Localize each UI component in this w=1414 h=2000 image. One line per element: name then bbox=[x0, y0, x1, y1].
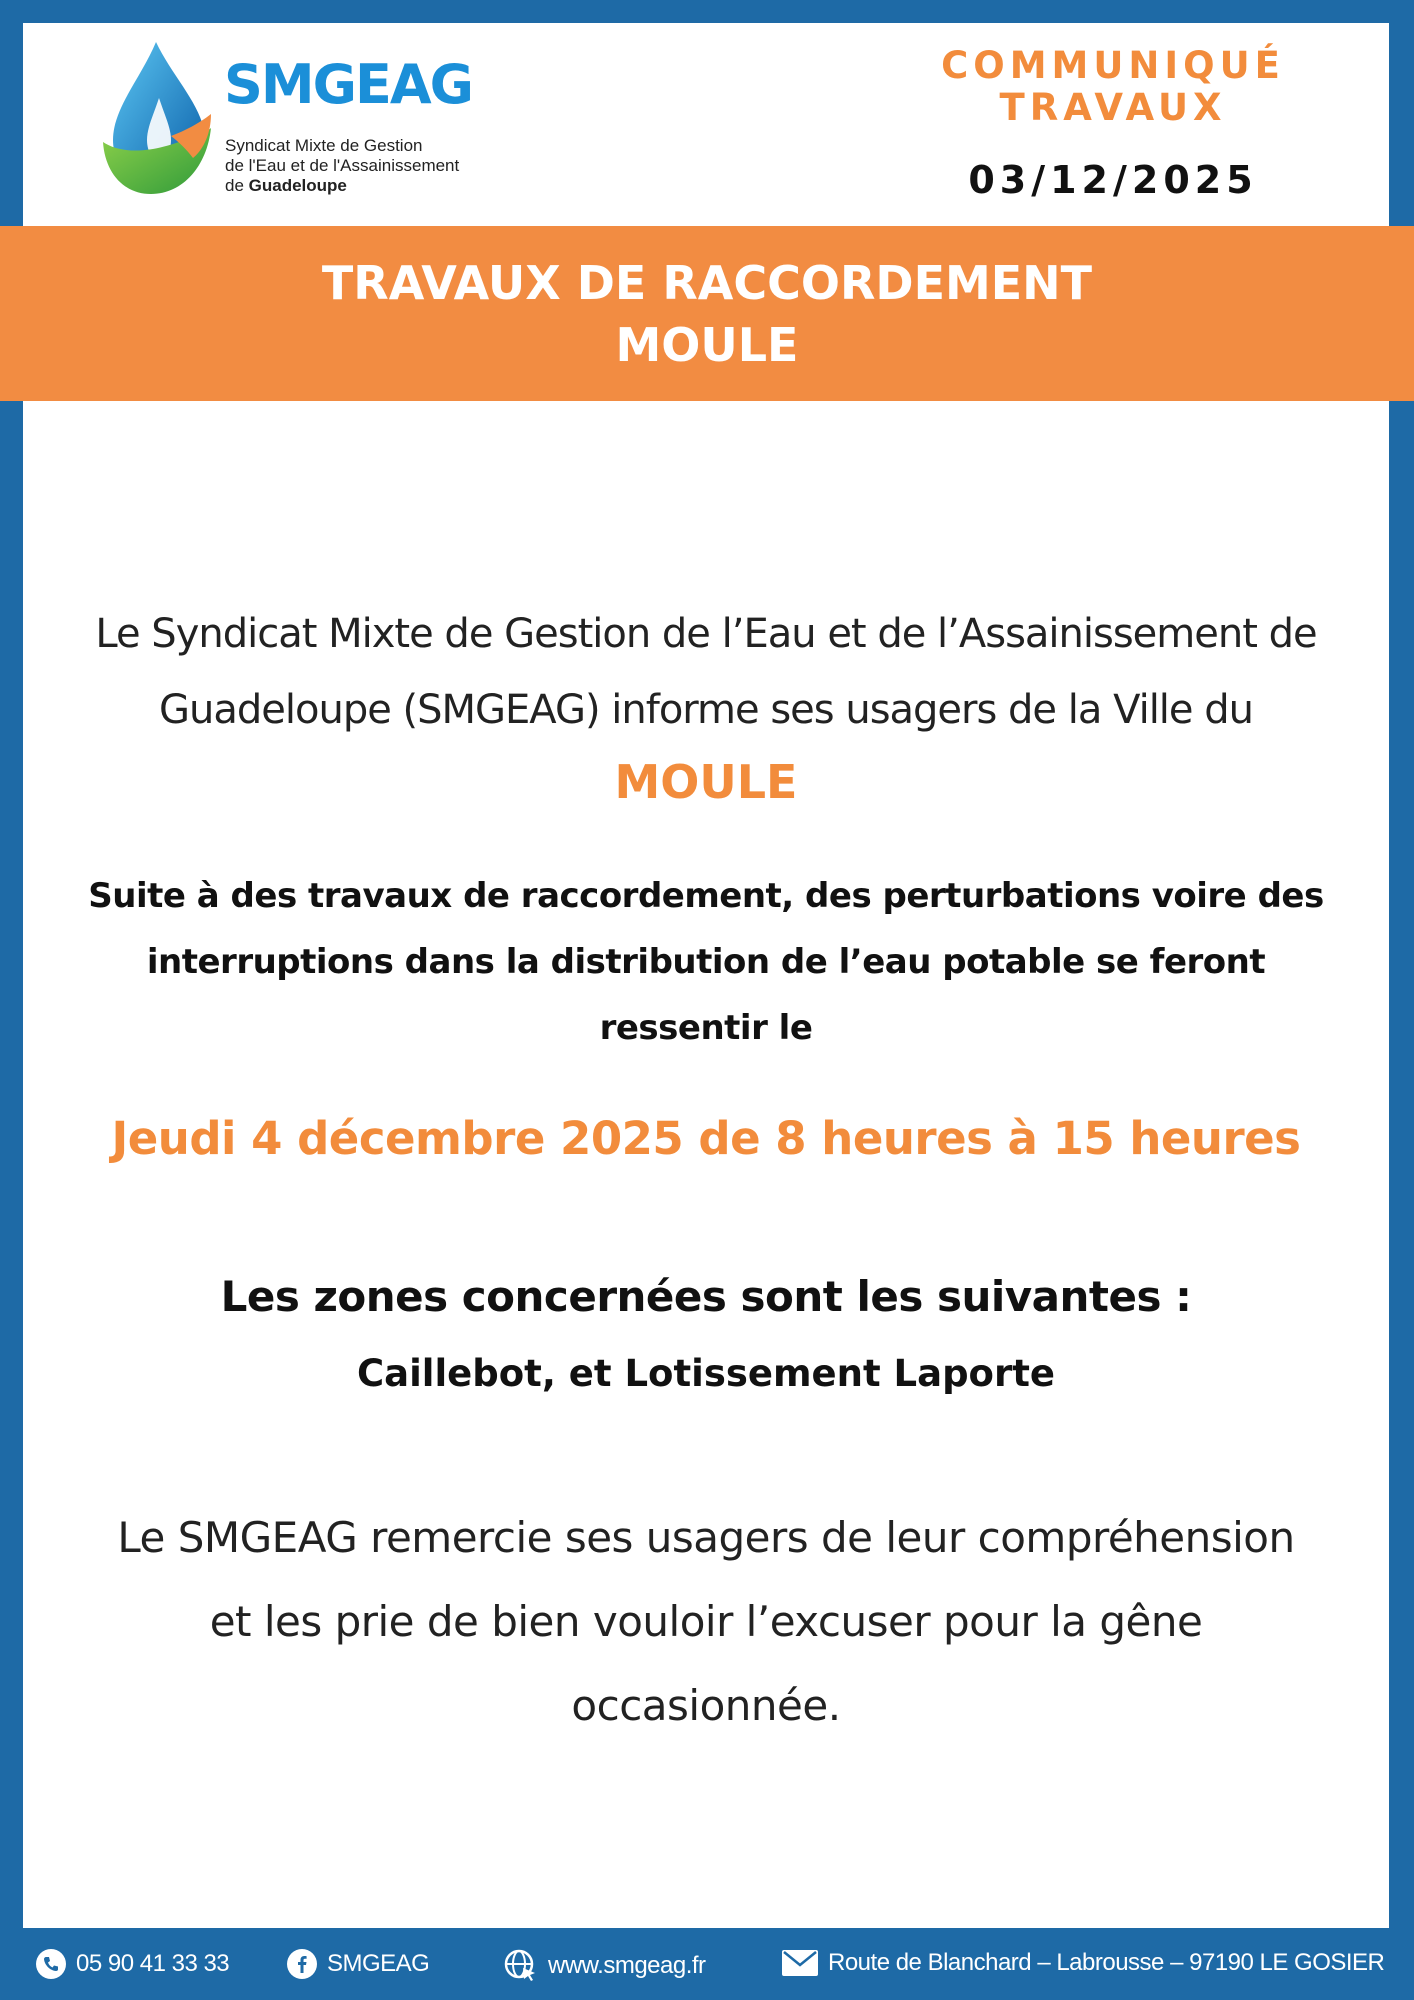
communique-line1: COMMUNIQUÉ bbox=[941, 44, 1285, 87]
footer-website-text: www.smgeag.fr bbox=[548, 1952, 706, 1979]
envelope-icon bbox=[782, 1950, 818, 1976]
intro-line1: Le Syndicat Mixte de Gestion de l’Eau et de l’Assainissement de bbox=[95, 611, 1317, 657]
intro-paragraph bbox=[23, 596, 1389, 748]
zones-title: Les zones concernées sont les suivantes : bbox=[220, 1272, 1192, 1321]
intro-line2: Guadeloupe (SMGEAG) informe ses usagers de la Ville du bbox=[159, 687, 1253, 733]
thanks-line3: occasionnée. bbox=[571, 1681, 841, 1730]
logo-subtitle-line3-prefix: de bbox=[225, 176, 249, 195]
notice-paragraph bbox=[23, 863, 1389, 1061]
water-drop-logo-icon bbox=[101, 38, 211, 198]
footer-bar bbox=[0, 1928, 1414, 2000]
logo-subtitle-line3 bbox=[225, 176, 525, 196]
communique-date: 03/12/2025 bbox=[968, 158, 1258, 202]
globe-cursor-icon bbox=[504, 1949, 538, 1983]
title-banner bbox=[0, 226, 1414, 401]
logo-subtitle bbox=[225, 136, 525, 196]
thanks-paragraph bbox=[23, 1496, 1389, 1748]
footer-facebook-text: SMGEAG bbox=[327, 1950, 430, 1977]
phone-icon bbox=[36, 1949, 66, 1979]
interruption-datetime: Jeudi 4 décembre 2025 de 8 heures à 15 heures bbox=[111, 1112, 1301, 1165]
footer-address-text: Route de Blanchard – Labrousse – 97190 LE GOSIER bbox=[828, 1949, 1385, 1976]
notice-line2: interruptions dans la distribution de l’eau potable se feront bbox=[146, 942, 1266, 982]
banner-line2: MOULE bbox=[615, 317, 799, 372]
footer-website[interactable] bbox=[504, 1949, 706, 1983]
communique-title bbox=[923, 45, 1303, 129]
footer-phone-text: 05 90 41 33 33 bbox=[76, 1950, 230, 1977]
banner-line1: TRAVAUX DE RACCORDEMENT bbox=[321, 255, 1093, 310]
logo-subtitle-line1: Syndicat Mixte de Gestion bbox=[225, 136, 423, 155]
city-name: MOULE bbox=[614, 755, 798, 809]
thanks-line1: Le SMGEAG remercie ses usagers de leur compréhension bbox=[117, 1513, 1295, 1562]
communique-line2: TRAVAUX bbox=[999, 86, 1227, 129]
footer-address bbox=[782, 1949, 1384, 1977]
footer-facebook[interactable] bbox=[287, 1949, 429, 1979]
logo-subtitle-line3-bold: Guadeloupe bbox=[248, 176, 347, 195]
logo-subtitle-line2: de l'Eau et de l'Assainissement bbox=[225, 156, 460, 175]
notice-line3: ressentir le bbox=[599, 1008, 813, 1048]
zones-list: Caillebot, et Lotissement Laporte bbox=[357, 1352, 1055, 1395]
thanks-line2: et les prie de bien vouloir l’excuser pour la gêne bbox=[209, 1597, 1203, 1646]
logo-brand-text: SMGEAG bbox=[224, 53, 472, 116]
footer-phone[interactable] bbox=[36, 1949, 229, 1979]
facebook-icon bbox=[287, 1949, 317, 1979]
smgeag-logo bbox=[101, 38, 531, 208]
notice-line1: Suite à des travaux de raccordement, des perturbations voire des bbox=[88, 876, 1324, 916]
